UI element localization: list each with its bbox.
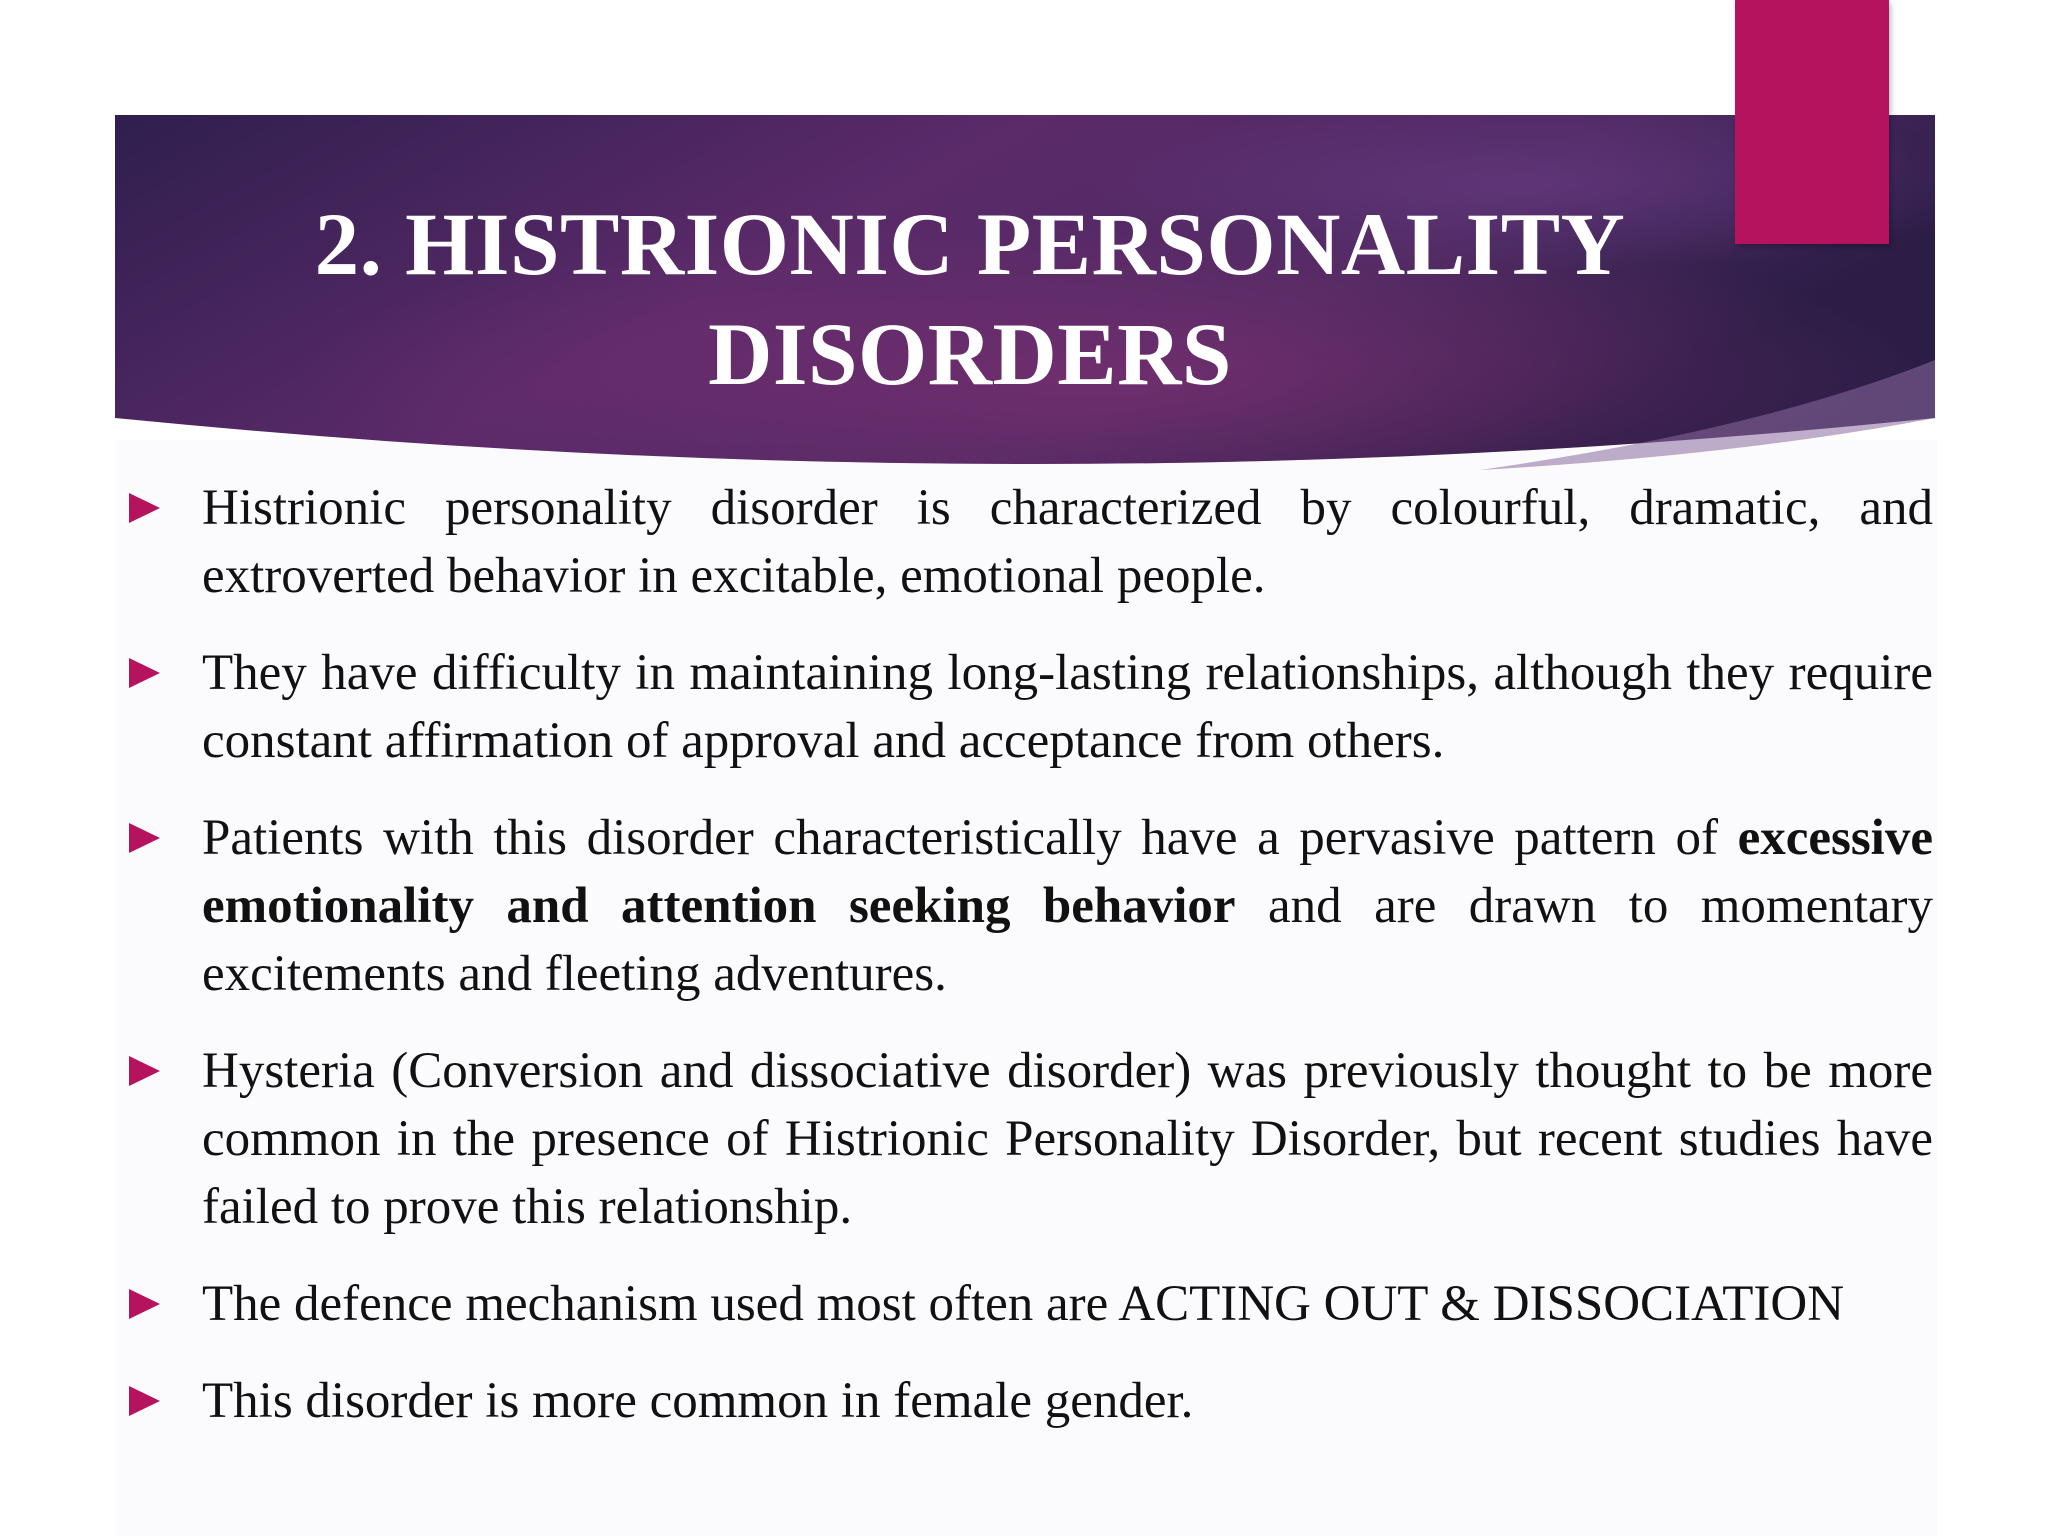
bullet-item bbox=[125, 1037, 1933, 1241]
triangle-right-icon bbox=[129, 1386, 160, 1416]
slide-title bbox=[200, 190, 1740, 410]
bullet-text: Hysteria (Conversion and dissociative disorder) was previously thought to be more common in the presence of Histrionic Personality Disorder, but recent studies have failed to prove this relationship. bbox=[202, 1043, 1933, 1235]
title-line-2: DISORDERS bbox=[708, 306, 1232, 404]
title-line-1: 2. HISTRIONIC PERSONALITY bbox=[314, 196, 1626, 294]
bullet-list bbox=[125, 474, 1933, 1464]
bullet-item bbox=[125, 804, 1933, 1008]
bullet-text: They have difficulty in maintaining long-lasting relationships, although they require constant affirmation of approval and acceptance from others. bbox=[202, 645, 1933, 769]
bullet-item bbox=[125, 474, 1933, 610]
triangle-right-icon bbox=[129, 823, 160, 853]
triangle-right-icon bbox=[129, 493, 160, 523]
bullet-item bbox=[125, 639, 1933, 775]
triangle-right-icon bbox=[129, 658, 160, 688]
bullet-text-after: and are drawn to momentary excitements and fleeting adventures. bbox=[202, 878, 1934, 1002]
bullet-item bbox=[125, 1367, 1933, 1435]
triangle-right-icon bbox=[129, 1056, 160, 1086]
triangle-right-icon bbox=[129, 1289, 160, 1319]
bullet-text: This disorder is more common in female gender. bbox=[202, 1373, 1194, 1429]
bullet-item bbox=[125, 1270, 1933, 1338]
accent-tab bbox=[1735, 0, 1889, 244]
bullet-text-bold: excessive emotionality and attention seeking behavior bbox=[202, 810, 1933, 934]
bullet-text: Histrionic personality disorder is characterized by colourful, dramatic, and extroverted behavior in excitable, emotional people. bbox=[202, 480, 1933, 604]
bullet-text-before: Patients with this disorder characteristically have a pervasive pattern of bbox=[202, 810, 1718, 866]
bullet-text: The defence mechanism used most often are ACTING OUT & DISSOCIATION bbox=[202, 1276, 1845, 1332]
